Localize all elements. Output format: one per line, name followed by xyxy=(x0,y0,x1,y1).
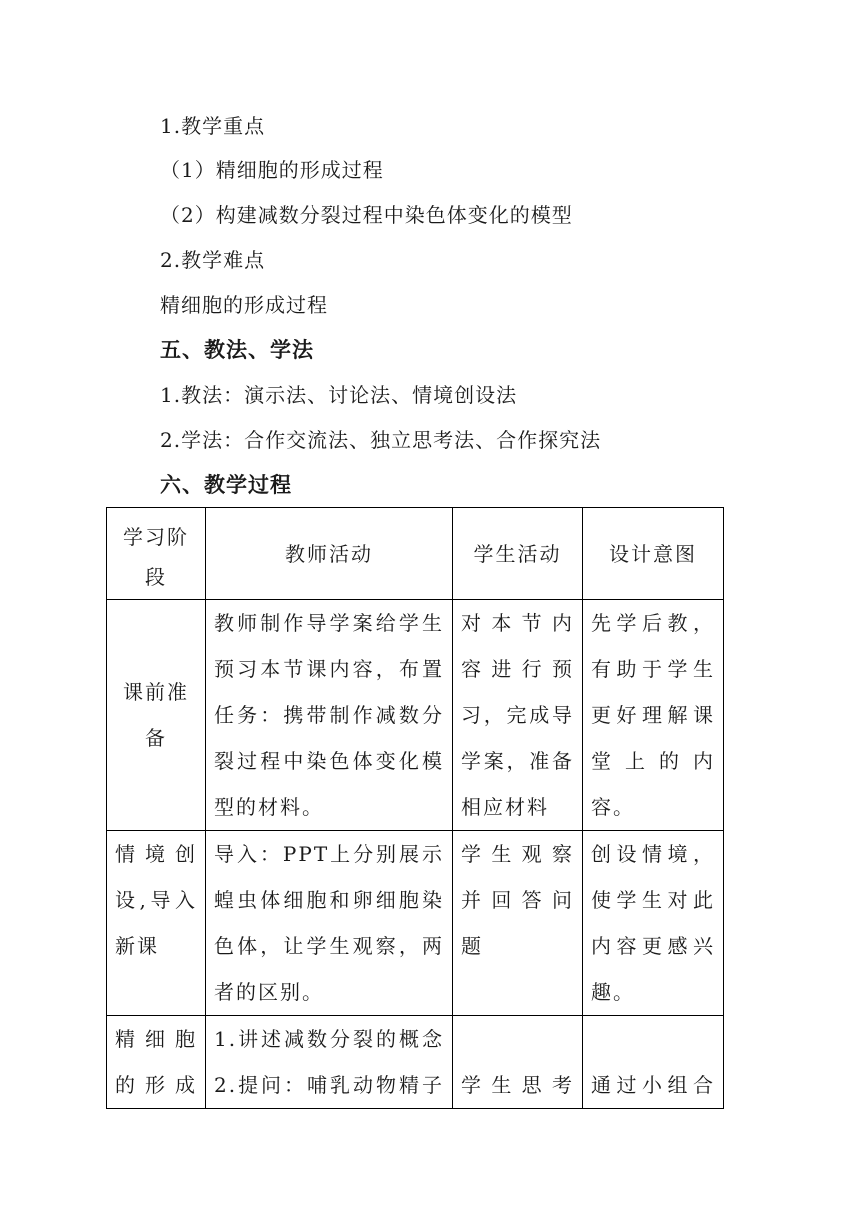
row3-student: 学生思考 xyxy=(453,1016,583,1109)
focus-item-1: （1）精细胞的形成过程 xyxy=(160,158,384,182)
row1-student: 对本节内 容进行预 习，完成导 学案，准备 相应材料 xyxy=(453,600,583,831)
header-stage: 学习阶 段 xyxy=(107,508,206,600)
focus-heading: 1.教学重点 xyxy=(160,114,266,138)
row2-teacher: 导入：PPT上分别展示 蝗虫体细胞和卵细胞染 色体，让学生观察，两 者的区别。 xyxy=(206,831,453,1016)
difficulty-text: 精细胞的形成过程 xyxy=(160,293,328,317)
row1-teacher: 教师制作导学案给学生 预习本节课内容，布置 任务：携带制作减数分 裂过程中染色体变化模 型的材料。 xyxy=(206,600,453,831)
table-row xyxy=(107,600,724,831)
header-student: 学生活动 xyxy=(453,508,583,600)
row3-teacher: 1.讲述减数分裂的概念 2.提问：哺乳动物精子 xyxy=(206,1016,453,1109)
table-row xyxy=(107,831,724,1016)
row1-intent: 先学后教， 有助于学生 更好理解课 堂上的内 容。 xyxy=(583,600,724,831)
teaching-process-table xyxy=(106,507,724,1109)
row2-intent: 创设情境， 使学生对此 内容更感兴 趣。 xyxy=(583,831,724,1016)
header-teacher: 教师活动 xyxy=(206,508,453,600)
teaching-method: 1.教法：演示法、讨论法、情境创设法 xyxy=(160,383,518,407)
row2-stage: 情境创 设,导入 新课 xyxy=(107,831,206,1016)
focus-item-2: （2）构建减数分裂过程中染色体变化的模型 xyxy=(160,203,573,227)
section6-title: 六、教学过程 xyxy=(160,473,292,497)
table-row xyxy=(107,1016,724,1109)
row1-stage: 课前准 备 xyxy=(107,600,206,831)
header-intent: 设计意图 xyxy=(583,508,724,600)
table-header-row xyxy=(107,508,724,600)
row3-intent: 通过小组合 xyxy=(583,1016,724,1109)
learning-method: 2.学法：合作交流法、独立思考法、合作探究法 xyxy=(160,428,602,452)
section5-title: 五、教法、学法 xyxy=(160,338,314,362)
row2-student: 学生观察 并回答问 题 xyxy=(453,831,583,1016)
difficulty-heading: 2.教学难点 xyxy=(160,248,266,272)
row3-stage: 精细胞 的形成 xyxy=(107,1016,206,1109)
